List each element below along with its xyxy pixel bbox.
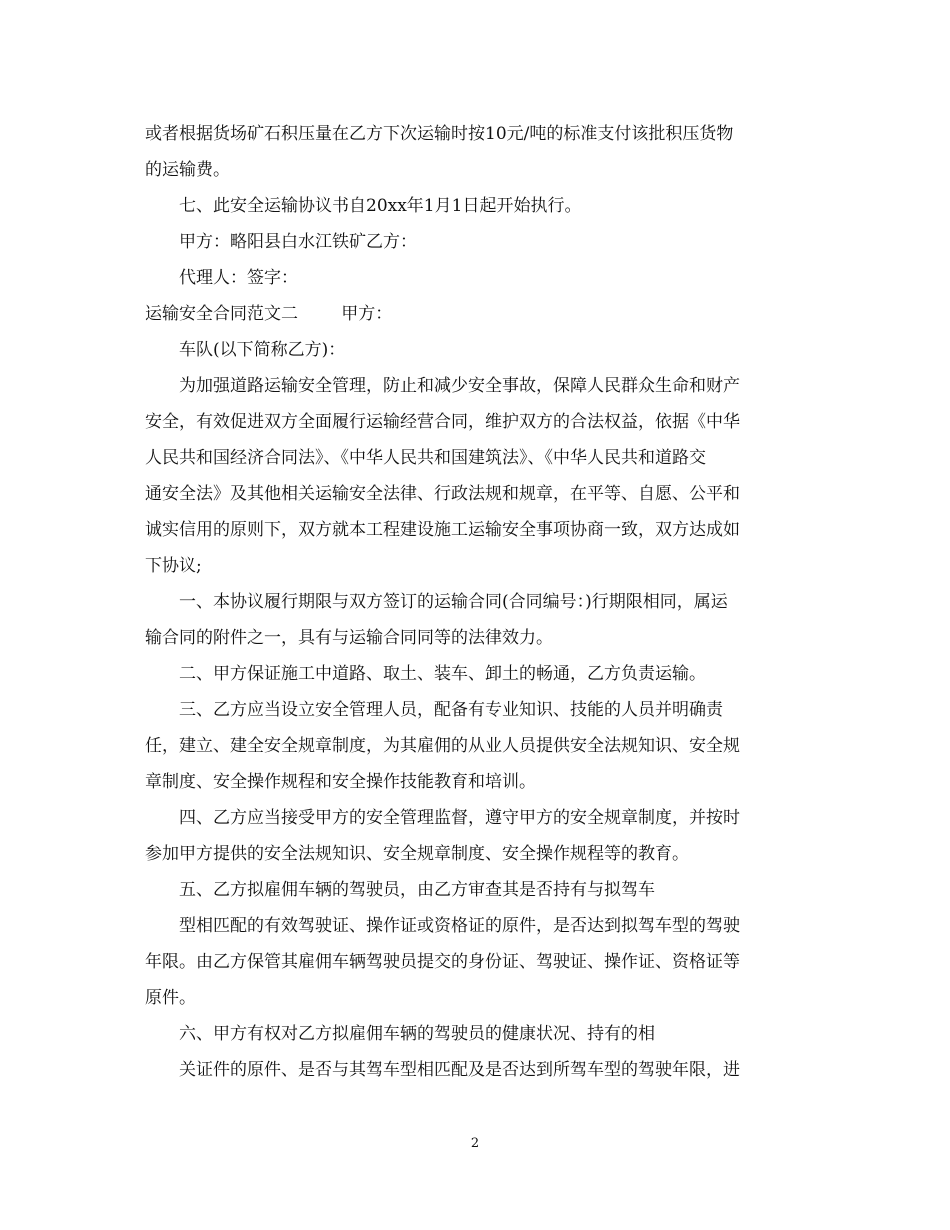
text-line: 下协议; [145, 556, 202, 576]
text-line: 任，建立、建全安全规章制度，为其雇佣的从业人员提供安全法规知识、安全规 [145, 736, 740, 756]
text-line: 甲方：略阳县白水江铁矿乙方： [179, 232, 417, 252]
text-line: 年限。由乙方保管其雇佣车辆驾驶员提交的身份证、驾驶证、操作证、资格证等 [145, 952, 740, 972]
text-line: 原件。 [145, 988, 196, 1008]
text-line: 为加强道路运输安全管理，防止和减少安全事故，保障人民群众生命和财产 [179, 376, 740, 396]
text-line: 章制度、安全操作规程和安全操作技能教育和培训。 [145, 772, 536, 792]
text-line: 四、乙方应当接受甲方的安全管理监督，遵守甲方的安全规章制度，并按时 [179, 808, 740, 828]
text-line: 关证件的原件、是否与其驾车型相匹配及是否达到所驾车型的驾驶年限，进 [179, 1060, 740, 1080]
text-line: 人民共和国经济合同法》、《中华人民共和国建筑法》、《中华人民共和道路交 [145, 448, 706, 468]
text-line: 或者根据货场矿石积压量在乙方下次运输时按10元/吨的标准支付该批积压货物 [145, 124, 734, 144]
text-line: 参加甲方提供的安全法规知识、安全规章制度、安全操作规程等的教育。 [145, 844, 689, 864]
text-line: 三、乙方应当设立安全管理人员，配备有专业知识、技能的人员并明确责 [179, 700, 723, 720]
text-line: 六、甲方有权对乙方拟雇佣车辆的驾驶员的健康状况、持有的相 [179, 1024, 655, 1044]
text-line: 安全，有效促进双方全面履行运输经营合同，维护双方的合法权益，依据《中华 [145, 412, 740, 432]
text-line: 的运输费。 [145, 160, 230, 180]
text-line: 运输安全合同范文二 甲方： [145, 304, 393, 324]
text-line: 输合同的附件之一，具有与运输合同同等的法律效力。 [145, 628, 553, 648]
text-line: 通安全法》及其他相关运输安全法律、行政法规和规章，在平等、自愿、公平和 [145, 484, 740, 504]
text-line: 七、此安全运输协议书自20xx年1月1日起开始执行。 [179, 196, 582, 216]
text-line: 一、本协议履行期限与双方签订的运输合同(合同编号：)行期限相同，属运 [179, 592, 728, 612]
text-line: 五、乙方拟雇佣车辆的驾驶员，由乙方审查其是否持有与拟驾车 [179, 880, 655, 900]
text-line: 代理人：签字： [179, 268, 298, 288]
document-body [145, 116, 805, 1088]
text-line: 车队(以下简称乙方)： [179, 340, 346, 360]
text-line: 诚实信用的原则下，双方就本工程建设施工运输安全事项协商一致，双方达成如 [145, 520, 740, 540]
text-line: 二、甲方保证施工中道路、取土、装车、卸土的畅通，乙方负责运输。 [179, 664, 706, 684]
text-line: 型相匹配的有效驾驶证、操作证或资格证的原件，是否达到拟驾车型的驾驶 [179, 916, 740, 936]
page-number: 2 [470, 1136, 480, 1151]
